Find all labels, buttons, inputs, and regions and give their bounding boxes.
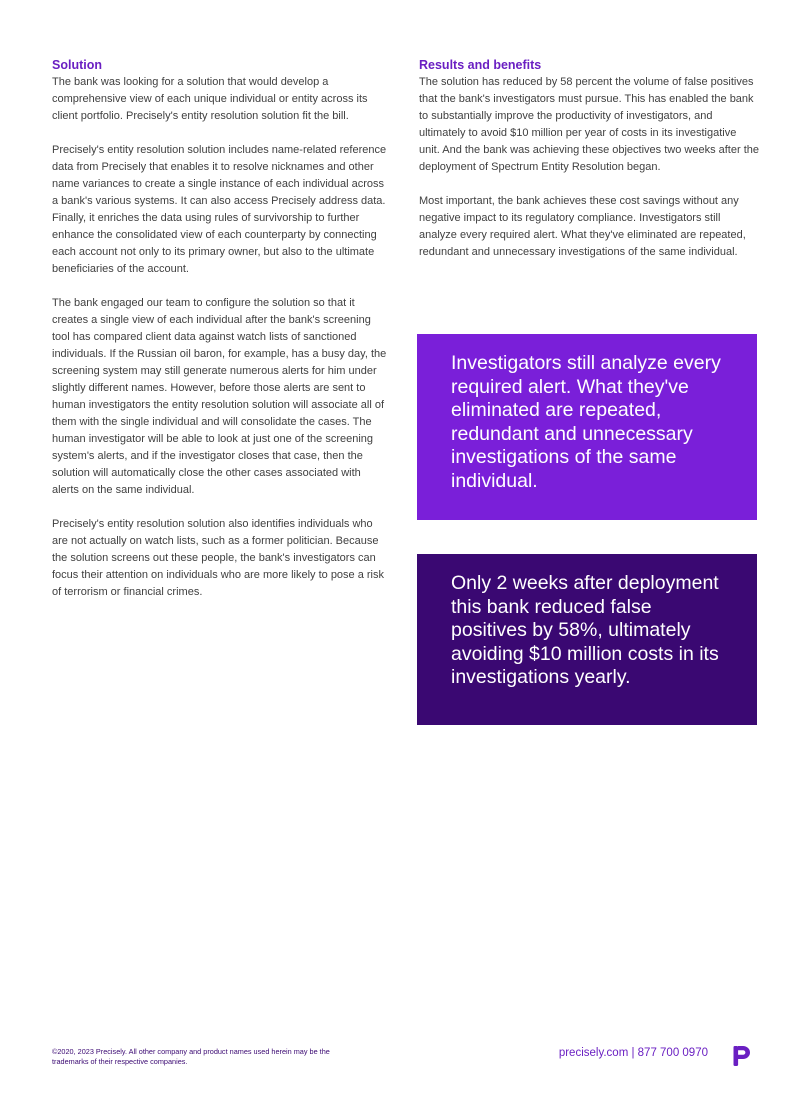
pull-quote-callout bbox=[417, 334, 757, 520]
solution-heading: Solution bbox=[52, 58, 102, 72]
footer-legal-notice: ©2020, 2023 Precisely. All other company and product names used herein may be the trademarks of their respective companies. bbox=[52, 1047, 330, 1066]
solution-paragraph: Precisely's entity resolution solution also identifies individuals who are not actually on watch lists, such as a former politician. Because the solution screens out these people, the bank's investigators can focus their attention on individuals who are more likely to pose a risk of terrorism or financial crimes. bbox=[52, 518, 385, 598]
solution-section bbox=[52, 57, 388, 601]
solution-paragraph: The bank engaged our team to configure the solution so that it creates a single view of each individual after the bank's screening tool has compared client data against watch lists of sanctioned individuals. If the Russian oil baron, for example, has a busy day, the screening system may still generate numerous alerts for him under slightly different names. However, before those alerts are sent to human investigators the entity resolution solution will associate all of them with the single individual and will consolidate the cases. The human investigator will be able to look at just one of the screening system's alerts, and if the investigator closes that case, then the solution will automatically close the other cases associated with alerts on the same individual. bbox=[52, 297, 387, 496]
solution-paragraph: Precisely's entity resolution solution includes name-related reference data from Precisely that enables it to resolve nicknames and other name variances to create a single instance of each individual across a bank's various systems. It can also access Precisely address data. Finally, it enriches the data using rules of survivorship to further enhance the consolidated view of each counterparty by connecting each account not only to its primary owner, but also to the ultimate beneficiaries of the account. bbox=[52, 144, 387, 275]
results-heading: Results and benefits bbox=[419, 58, 542, 72]
stat-callout bbox=[417, 554, 757, 725]
stat-callout-text: Only 2 weeks after deployment this bank reduced false positives by 58%, ultimately avoiding $10 million costs in its investigations yearly. bbox=[451, 572, 719, 688]
results-section bbox=[419, 57, 759, 261]
pull-quote-text: Investigators still analyze every required alert. What they've eliminated are repeated, redundant and unnecessary investigations of the same individual. bbox=[451, 352, 721, 492]
solution-paragraph: The bank was looking for a solution that would develop a comprehensive view of each unique individual or entity across its client portfolio. Precisely's entity resolution solution fit the bill. bbox=[52, 76, 368, 122]
results-paragraph: Most important, the bank achieves these cost savings without any negative impact to its regulatory compliance. Investigators still analyze every required alert. What they've eliminated are repeated, redundant and unnecessary investigations of the same individual. bbox=[419, 195, 746, 258]
results-paragraph: The solution has reduced by 58 percent the volume of false positives that the bank's investigators must pursue. This has enabled the bank to substantially improve the productivity of investigators, and ultimately to avoid $10 million per year of costs in its investigative unit. And the bank was achieving these objectives two weeks after the deployment of Spectrum Entity Resolution began. bbox=[419, 76, 759, 173]
precisely-logo-icon bbox=[733, 1046, 751, 1066]
footer-contact[interactable]: precisely.com | 877 700 0970 bbox=[558, 1047, 708, 1059]
